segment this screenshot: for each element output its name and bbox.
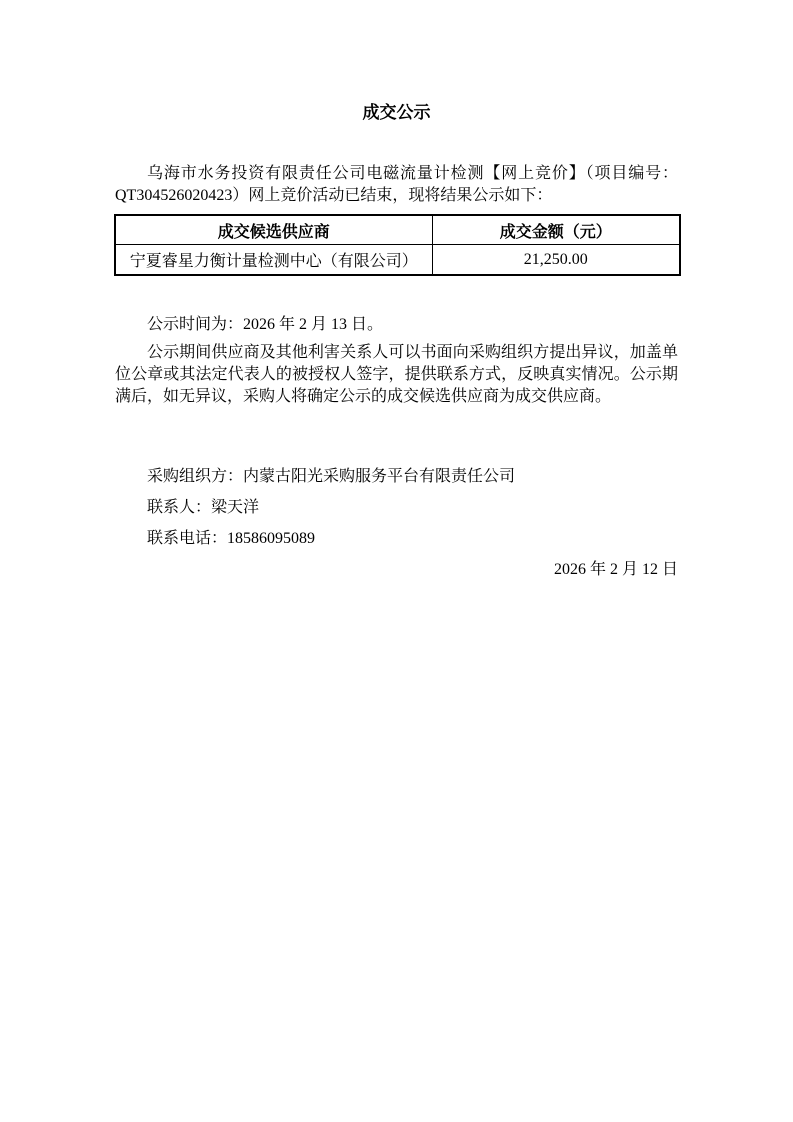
- table-header-amount: 成交金额（元）: [432, 215, 680, 245]
- objection-paragraph: 公示期间供应商及其他利害关系人可以书面向采购组织方提出异议，加盖单位公章或其法定代表人的被授权人签字，提供联系方式，反映真实情况。公示期满后，如无异议，采购人将确定公示的成交候选供应商为成交供应商。: [115, 344, 678, 405]
- table-header-supplier: 成交候选供应商: [115, 215, 432, 245]
- announcement-date: 2026 年 2 月 12 日: [553, 561, 678, 578]
- intro-paragraph: 乌海市水务投资有限责任公司电磁流量计检测【网上竞价】（项目编号：QT304526020423）网上竞价活动已结束，现将结果公示如下：: [115, 165, 678, 204]
- contact-person-line: 联系人：梁天洋: [147, 499, 260, 516]
- page-title: 成交公示: [362, 103, 431, 122]
- amount-cell: 21,250.00: [432, 245, 680, 276]
- document-content: [115, 0, 678, 581]
- table-row: [115, 245, 680, 276]
- table-header-row: [115, 215, 680, 245]
- organizer-line: 采购组织方：内蒙古阳光采购服务平台有限责任公司: [147, 468, 516, 485]
- result-table: [114, 214, 681, 276]
- contact-phone-line: 联系电话：18586095089: [147, 530, 316, 547]
- contact-block: [115, 466, 678, 550]
- publicity-time-paragraph: 公示时间为：2026 年 2 月 13 日。: [147, 316, 384, 333]
- supplier-cell: 宁夏睿星力衡计量检测中心（有限公司）: [115, 245, 432, 276]
